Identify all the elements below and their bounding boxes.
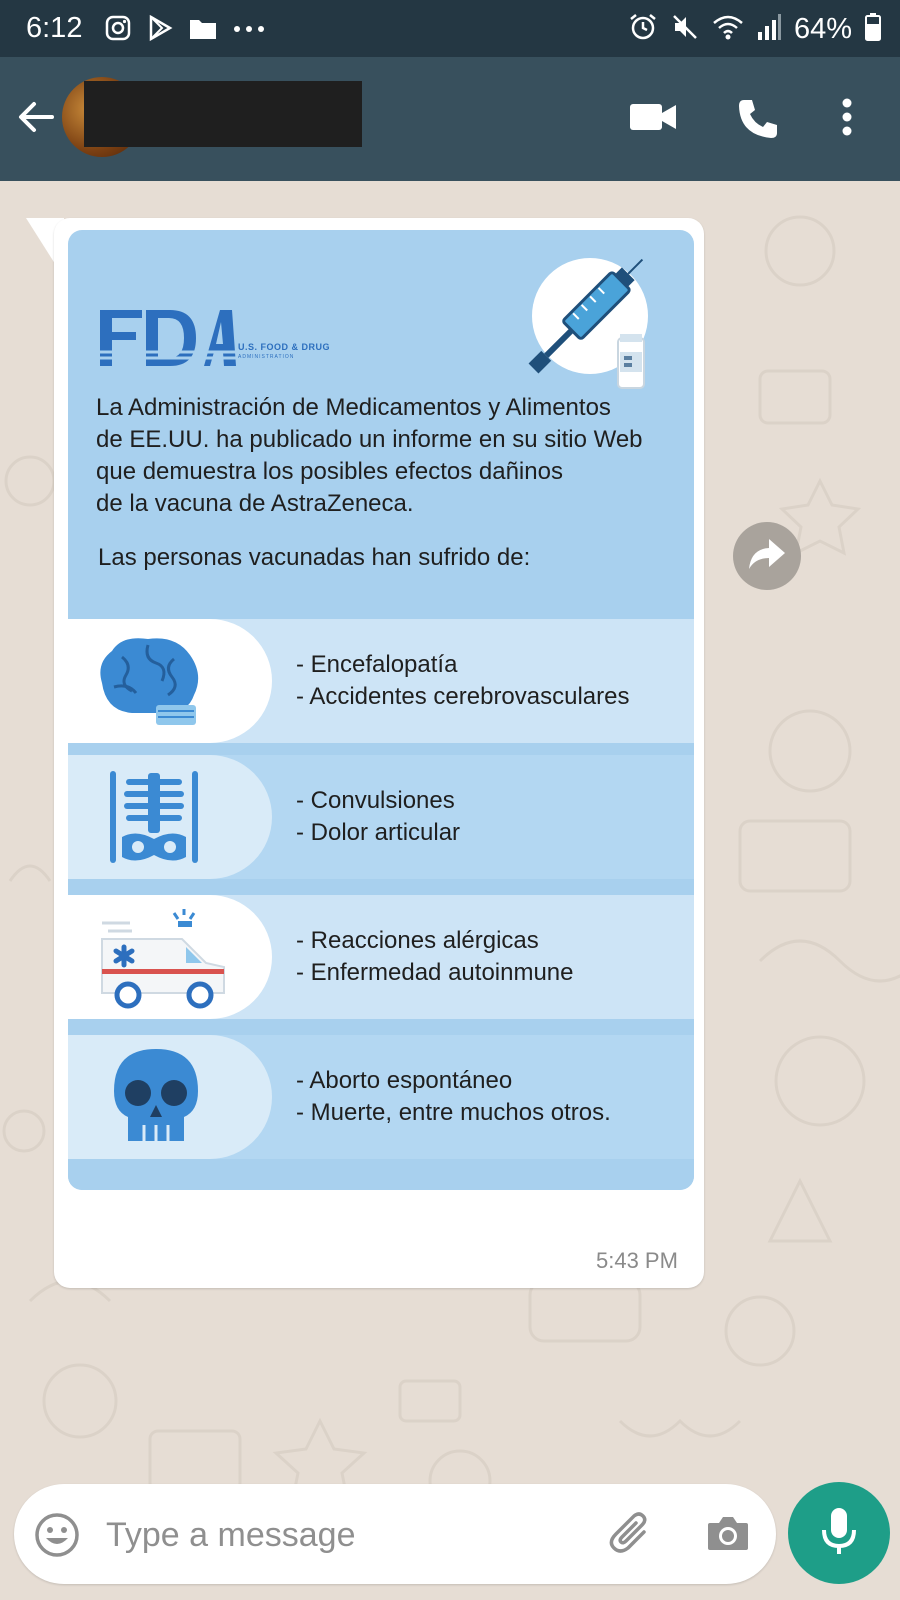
symptom-line: - Dolor articular [296, 819, 461, 846]
more-vert-icon[interactable] [840, 97, 854, 142]
back-arrow-icon[interactable] [16, 97, 56, 137]
symptom-text [296, 785, 460, 849]
subheading: Las personas vacunadas han sufrido de: [98, 544, 531, 571]
signal-icon [756, 12, 782, 47]
wifi-icon [712, 12, 744, 47]
status-time: 6:12 [26, 12, 83, 44]
symptom-line: - Encefalopatía [296, 651, 458, 678]
battery-percent: 64% [793, 13, 852, 45]
brain-icon [92, 633, 204, 729]
camera-icon[interactable] [706, 1514, 750, 1557]
xray-skeleton-icon [106, 765, 202, 869]
syringe-icon [508, 244, 658, 394]
card-footer [68, 1159, 694, 1190]
microphone-icon [819, 1506, 859, 1561]
intro-line: de EE.UU. ha publicado un informe en su sitio Web [96, 426, 643, 453]
symptom-line: - Muerte, entre muchos otros. [296, 1099, 611, 1126]
symptom-row [68, 1035, 694, 1159]
symptom-line: - Aborto espontáneo [296, 1067, 513, 1094]
fda-logo-subtitle-2: ADMINISTRATION [238, 354, 295, 360]
voice-message-button[interactable] [788, 1482, 890, 1584]
symptom-row [68, 619, 694, 743]
symptom-text [296, 1065, 611, 1129]
symptom-text [296, 649, 630, 713]
emoji-icon[interactable] [34, 1512, 80, 1563]
fda-logo [100, 308, 236, 373]
symptom-row [68, 755, 694, 879]
battery-icon [864, 12, 882, 47]
symptom-text [296, 925, 574, 989]
instagram-icon [104, 14, 132, 47]
intro-paragraph [96, 392, 676, 520]
chat-header [0, 57, 900, 181]
symptom-row [68, 895, 694, 1019]
intro-line: La Administración de Medicamentos y Alimentos [96, 394, 611, 421]
message-time: 5:43 PM [596, 1248, 678, 1273]
symptom-line: - Accidentes cerebrovasculares [296, 683, 630, 710]
fda-logo-subtitle: U.S. FOOD & DRUG [238, 342, 331, 352]
phone-icon[interactable] [736, 97, 780, 146]
forward-button[interactable] [733, 522, 801, 590]
symptom-line: - Convulsiones [296, 787, 455, 814]
intro-line: que demuestra los posibles efectos dañinos [96, 458, 563, 485]
forward-icon [747, 537, 787, 576]
intro-line: de la vacuna de AstraZeneca. [96, 490, 414, 517]
more-dots-icon [232, 14, 266, 47]
symptom-line: - Reacciones alérgicas [296, 927, 539, 954]
video-call-icon[interactable] [628, 97, 678, 142]
mute-icon [670, 12, 700, 47]
contact-name-redacted[interactable] [84, 81, 362, 147]
status-bar [0, 0, 900, 57]
skull-icon [108, 1045, 204, 1149]
message-image[interactable] [68, 230, 694, 1190]
symptom-line: - Enfermedad autoinmune [296, 959, 574, 986]
alarm-icon [628, 12, 658, 47]
attachment-icon[interactable] [606, 1508, 656, 1563]
play-store-icon [146, 14, 174, 47]
folder-icon [188, 14, 218, 47]
message-composer [14, 1484, 776, 1584]
message-input[interactable] [104, 1508, 568, 1562]
ambulance-icon [98, 905, 228, 1009]
